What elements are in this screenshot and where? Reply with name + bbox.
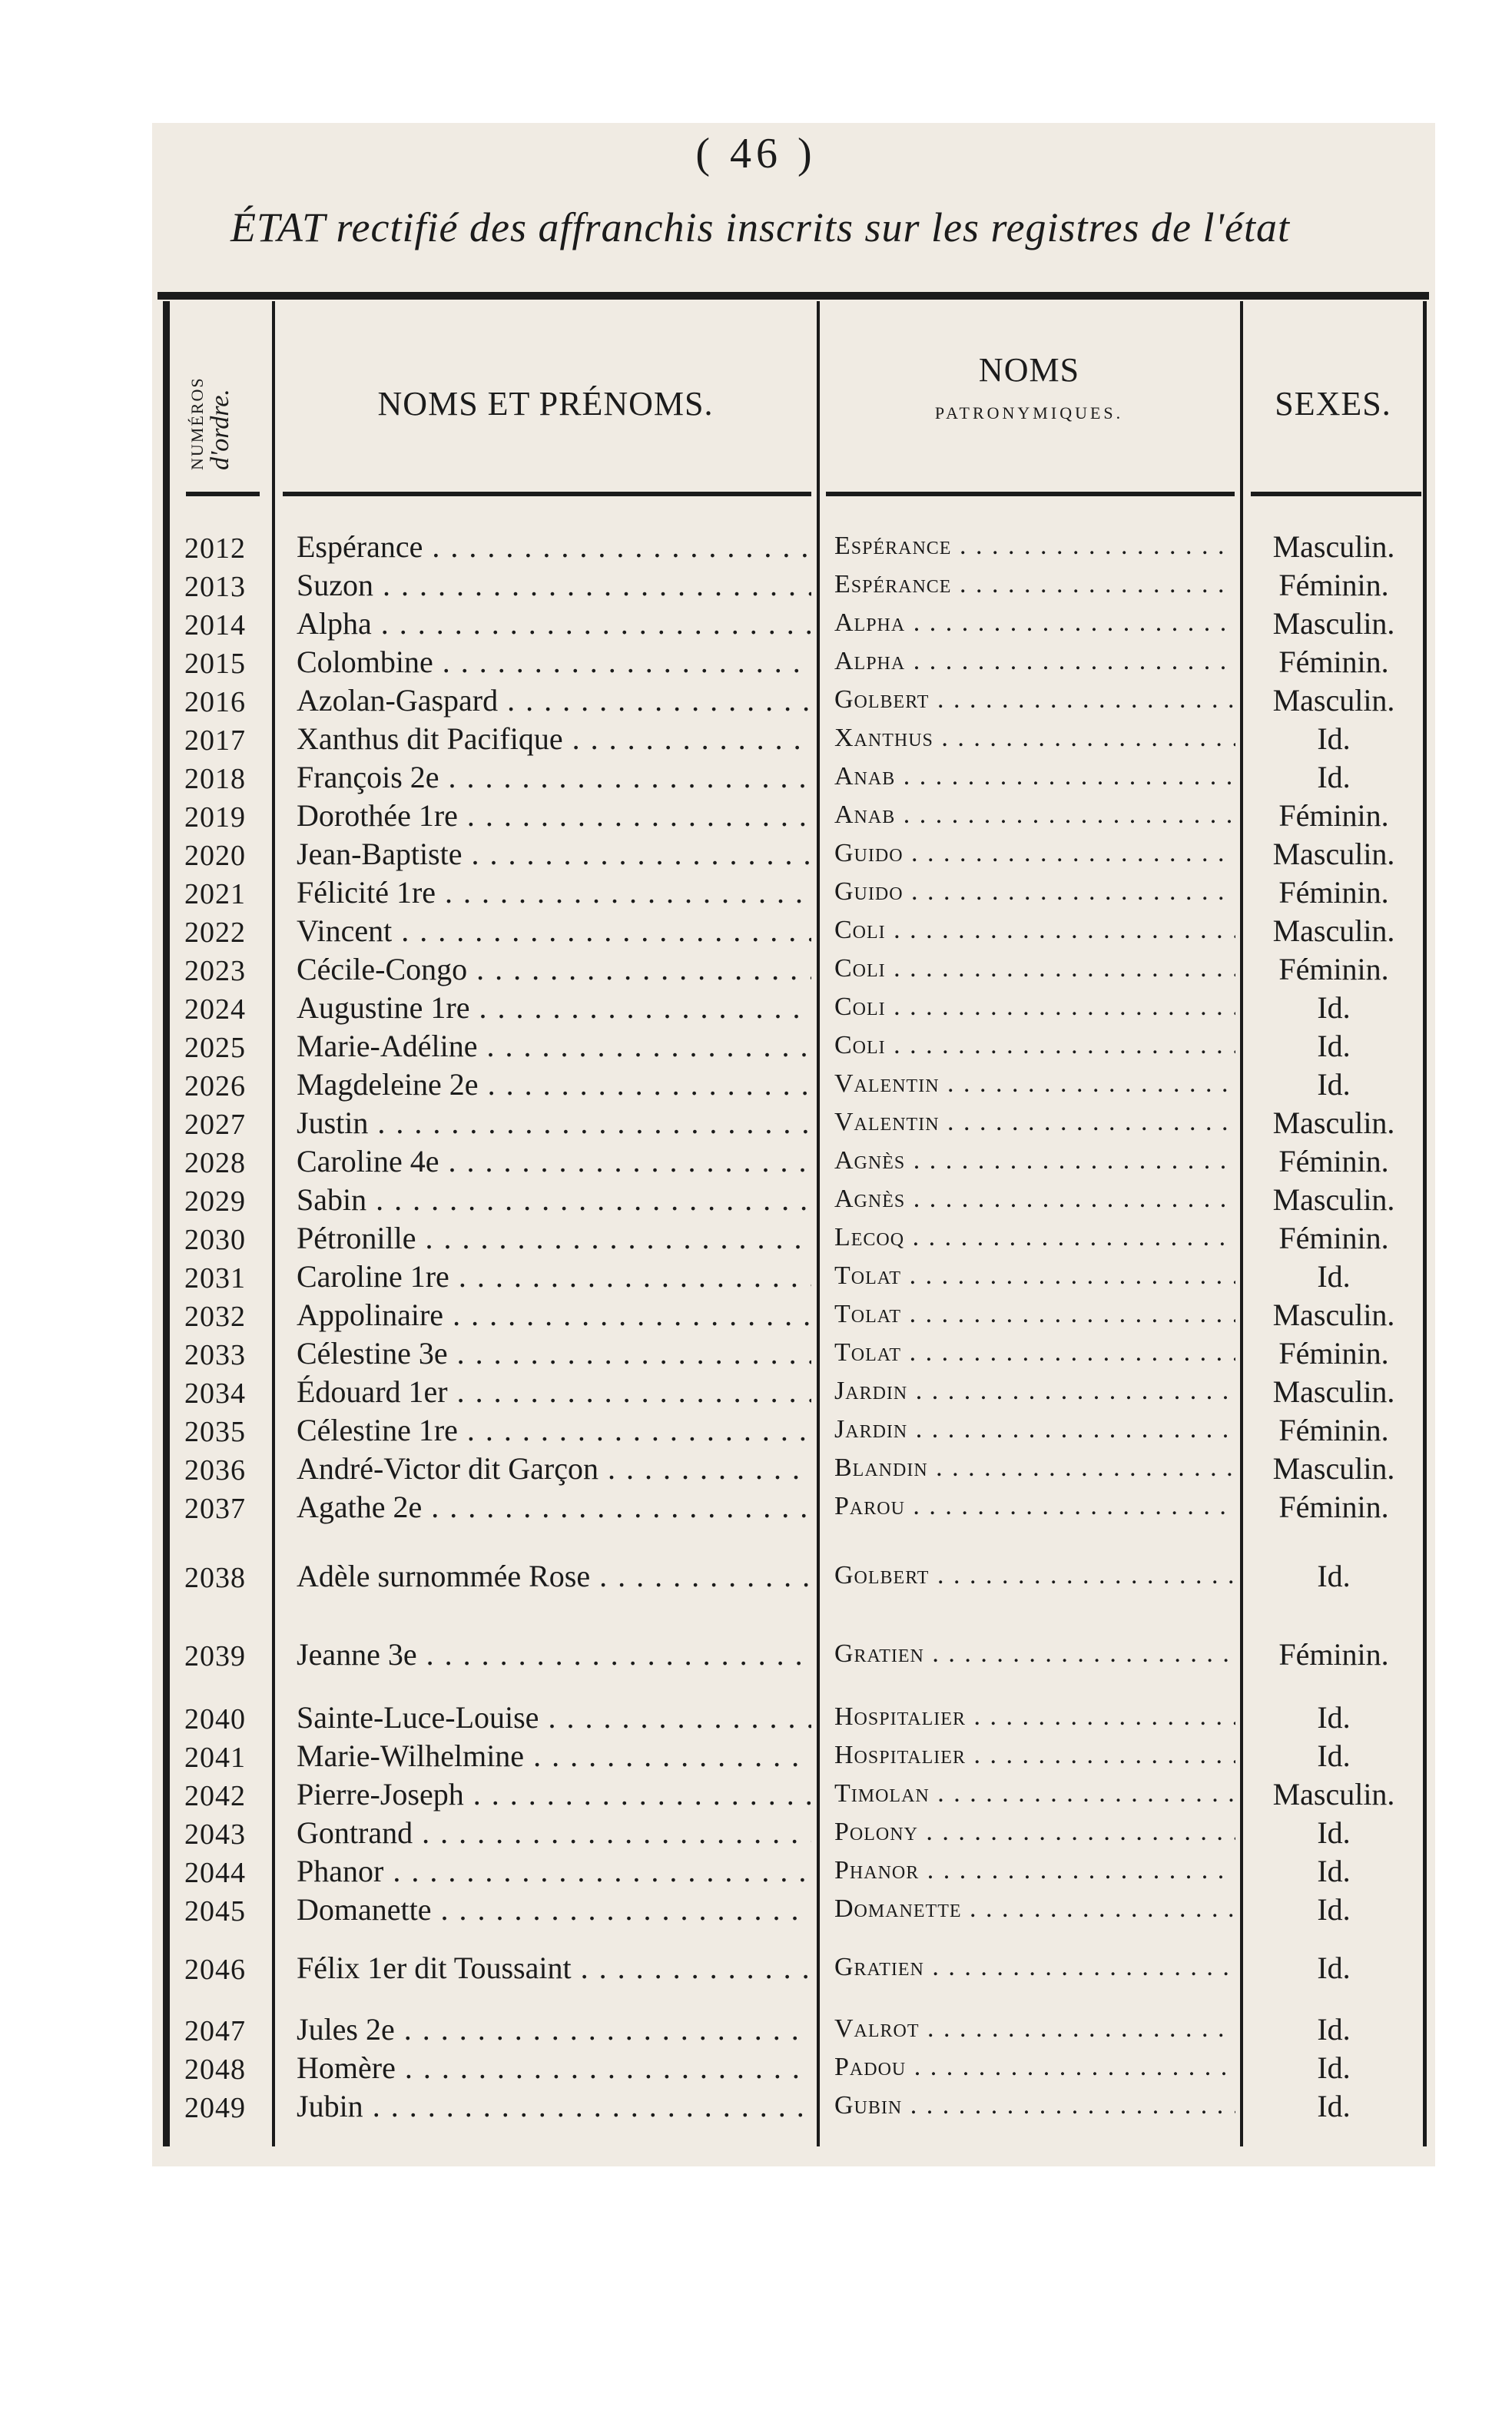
table-row: [0, 951, 1512, 989]
row-sex: Masculin.: [1272, 913, 1395, 948]
row-name: André-Victor dit Garçon . . .: [297, 1450, 811, 1487]
row-number: 2037: [184, 1493, 246, 1525]
table-row: [0, 836, 1512, 874]
row-name: Marie-Adéline . . .: [297, 1028, 811, 1064]
header-rule-sexes: [1251, 492, 1421, 496]
row-sex: Id.: [1317, 1029, 1351, 1063]
header-noms-patronymiques: [820, 350, 1238, 423]
row-sex: Féminin.: [1278, 568, 1389, 602]
row-sex: Masculin.: [1272, 529, 1395, 564]
row-name: Édouard 1er . . .: [297, 1374, 811, 1410]
row-sex: Id.: [1317, 990, 1351, 1025]
page-number: ( 46 ): [695, 130, 817, 177]
table-row: [0, 1220, 1512, 1258]
table-row: [0, 874, 1512, 913]
row-name: François 2e . . .: [297, 759, 811, 795]
row-number: 2040: [184, 1703, 246, 1735]
row-number: 2024: [184, 993, 246, 1026]
row-number: 2046: [184, 1954, 246, 1986]
row-number: 2033: [184, 1339, 246, 1371]
table-row: [0, 1636, 1512, 1675]
row-patronymic: Xanthus . . .: [834, 724, 1235, 753]
table-row: [0, 721, 1512, 759]
row-patronymic: Phanor . . .: [834, 1856, 1235, 1885]
row-number: 2027: [184, 1109, 246, 1141]
row-number: 2016: [184, 686, 246, 718]
row-number: 2048: [184, 2053, 246, 2086]
table-row: [0, 1738, 1512, 1776]
row-patronymic: Espérance . . .: [834, 570, 1235, 599]
row-name: Sabin . . .: [297, 1182, 811, 1218]
row-patronymic: Parou . . .: [834, 1492, 1235, 1521]
table-row: [0, 2050, 1512, 2088]
row-patronymic: Anab . . .: [834, 762, 1235, 791]
row-name: Agathe 2e . . .: [297, 1489, 811, 1525]
row-sex: Masculin.: [1272, 1298, 1395, 1332]
row-patronymic: Tolat . . .: [834, 1338, 1235, 1367]
row-sex: Id.: [1317, 1815, 1351, 1850]
row-name: Domanette . . .: [297, 1891, 811, 1928]
row-number: 2023: [184, 955, 246, 987]
row-name: Magdeleine 2e . . .: [297, 1066, 811, 1102]
table-row: [0, 1258, 1512, 1297]
row-number: 2041: [184, 1742, 246, 1774]
row-sex: Féminin.: [1278, 1221, 1389, 1255]
row-sex: Id.: [1317, 1067, 1351, 1102]
header-rule-patronymiques: [826, 492, 1235, 496]
table-row: [0, 1028, 1512, 1066]
row-patronymic: Lecoq . . .: [834, 1223, 1235, 1252]
row-sex: Féminin.: [1278, 645, 1389, 679]
row-name: Célestine 1re . . .: [297, 1412, 811, 1448]
row-name: Espérance . . .: [297, 529, 811, 565]
table-row: [0, 1489, 1512, 1527]
row-patronymic: Blandin . . .: [834, 1454, 1235, 1483]
row-name: Caroline 4e . . .: [297, 1143, 811, 1179]
row-sex: Masculin.: [1272, 1105, 1395, 1140]
row-number: 2022: [184, 917, 246, 949]
row-number: 2034: [184, 1377, 246, 1410]
row-number: 2042: [184, 1780, 246, 1812]
table-row: [0, 644, 1512, 682]
row-patronymic: Coli . . .: [834, 916, 1235, 945]
row-patronymic: Jardin . . .: [834, 1415, 1235, 1444]
row-name: Jules 2e . . .: [297, 2011, 811, 2047]
row-sex: Féminin.: [1278, 1144, 1389, 1178]
row-sex: Masculin.: [1272, 1374, 1395, 1409]
row-patronymic: Alpha . . .: [834, 647, 1235, 676]
row-number: 2031: [184, 1262, 246, 1294]
header-patronymiques-label: PATRONYMIQUES.: [934, 403, 1124, 423]
row-name: Marie-Wilhelmine . . .: [297, 1738, 811, 1774]
header-ordre-label: d'ordre.: [206, 389, 234, 470]
row-sex: Féminin.: [1278, 875, 1389, 910]
table-row: [0, 1143, 1512, 1182]
row-sex: Id.: [1317, 721, 1351, 756]
row-number: 2012: [184, 532, 246, 565]
row-name: Colombine . . .: [297, 644, 811, 680]
row-name: Pierre-Joseph . . .: [297, 1776, 811, 1812]
row-name: Suzon . . .: [297, 567, 811, 603]
row-name: Augustine 1re . . .: [297, 989, 811, 1026]
row-patronymic: Timolan . . .: [834, 1779, 1235, 1808]
row-sex: Féminin.: [1278, 798, 1389, 833]
row-sex: Masculin.: [1272, 1451, 1395, 1486]
row-name: Gontrand . . .: [297, 1815, 811, 1851]
row-number: 2014: [184, 609, 246, 641]
row-patronymic: Agnès . . .: [834, 1185, 1235, 1214]
row-sex: Id.: [1317, 1854, 1351, 1888]
table-row: [0, 759, 1512, 797]
row-name: Félicité 1re . . .: [297, 874, 811, 910]
table-row: [0, 1699, 1512, 1738]
row-number: 2047: [184, 2015, 246, 2047]
table-row: [0, 1815, 1512, 1853]
table-row: [0, 797, 1512, 836]
table-row: [0, 1182, 1512, 1220]
row-patronymic: Tolat . . .: [834, 1261, 1235, 1291]
row-name: Célestine 3e . . .: [297, 1335, 811, 1371]
row-number: 2036: [184, 1454, 246, 1487]
row-number: 2035: [184, 1416, 246, 1448]
table-row: [0, 1776, 1512, 1815]
row-sex: Féminin.: [1278, 1637, 1389, 1672]
row-patronymic: Guido . . .: [834, 839, 1235, 868]
table-row: [0, 2088, 1512, 2126]
table-row: [0, 529, 1512, 567]
row-name: Xanthus dit Pacifique . . .: [297, 721, 811, 757]
row-number: 2018: [184, 763, 246, 795]
table-row: [0, 1335, 1512, 1374]
table-row: [0, 1853, 1512, 1891]
row-patronymic: Valentin . . .: [834, 1069, 1235, 1099]
table-row: [0, 1450, 1512, 1489]
header-rule-numeros: [186, 492, 260, 496]
row-name: Phanor . . .: [297, 1853, 811, 1889]
row-sex: Masculin.: [1272, 837, 1395, 871]
table-row: [0, 1891, 1512, 1930]
row-patronymic: Coli . . .: [834, 954, 1235, 983]
row-number: 2049: [184, 2092, 246, 2124]
row-patronymic: Polony . . .: [834, 1818, 1235, 1847]
row-patronymic: Hospitalier . . .: [834, 1702, 1235, 1732]
header-numeros-label: NUMÉROS: [187, 376, 207, 470]
row-number: 2028: [184, 1147, 246, 1179]
row-name: Jubin . . .: [297, 2088, 811, 2124]
row-patronymic: Gratien . . .: [834, 1639, 1235, 1669]
row-patronymic: Domanette . . .: [834, 1894, 1235, 1924]
row-sex: Id.: [1317, 760, 1351, 794]
row-number: 2021: [184, 878, 246, 910]
row-patronymic: Valrot . . .: [834, 2014, 1235, 2044]
table-row: [0, 913, 1512, 951]
row-patronymic: Golbert . . .: [834, 685, 1235, 714]
row-name: Vincent . . .: [297, 913, 811, 949]
row-number: 2043: [184, 1818, 246, 1851]
row-name: Pétronille . . .: [297, 1220, 811, 1256]
row-name: Appolinaire . . .: [297, 1297, 811, 1333]
row-sex: Id.: [1317, 2012, 1351, 2047]
row-sex: Masculin.: [1272, 1777, 1395, 1811]
row-patronymic: Alpha . . .: [834, 608, 1235, 638]
table-row: [0, 1412, 1512, 1450]
row-sex: Id.: [1317, 1739, 1351, 1773]
row-number: 2029: [184, 1185, 246, 1218]
row-number: 2044: [184, 1857, 246, 1889]
row-number: 2020: [184, 840, 246, 872]
row-patronymic: Jardin . . .: [834, 1377, 1235, 1406]
row-patronymic: Padou . . .: [834, 2053, 1235, 2082]
row-number: 2015: [184, 648, 246, 680]
row-number: 2030: [184, 1224, 246, 1256]
row-sex: Id.: [1317, 1259, 1351, 1294]
header-sexes: SEXES.: [1275, 385, 1391, 423]
row-patronymic: Agnès . . .: [834, 1146, 1235, 1175]
row-number: 2025: [184, 1032, 246, 1064]
row-patronymic: Gubin . . .: [834, 2091, 1235, 2120]
row-patronymic: Golbert . . .: [834, 1561, 1235, 1590]
table-row: [0, 567, 1512, 605]
table-row: [0, 1297, 1512, 1335]
row-sex: Féminin.: [1278, 952, 1389, 986]
row-name: Félix 1er dit Toussaint . . .: [297, 1950, 811, 1986]
row-number: 2039: [184, 1640, 246, 1672]
row-sex: Masculin.: [1272, 1182, 1395, 1217]
row-sex: Masculin.: [1272, 606, 1395, 641]
row-number: 2026: [184, 1070, 246, 1102]
table-row: [0, 682, 1512, 721]
table-row: [0, 989, 1512, 1028]
row-name: Homère . . .: [297, 2050, 811, 2086]
row-patronymic: Tolat . . .: [834, 1300, 1235, 1329]
row-sex: Masculin.: [1272, 683, 1395, 718]
row-number: 2038: [184, 1562, 246, 1594]
row-patronymic: Anab . . .: [834, 801, 1235, 830]
table-row: [0, 1558, 1512, 1596]
row-sex: Id.: [1317, 2050, 1351, 2085]
row-patronymic: Espérance . . .: [834, 532, 1235, 561]
row-patronymic: Coli . . .: [834, 1031, 1235, 1060]
row-name: Cécile-Congo . . .: [297, 951, 811, 987]
row-name: Azolan-Gaspard . . .: [297, 682, 811, 718]
header-rule-noms: [283, 492, 811, 496]
row-number: 2032: [184, 1301, 246, 1333]
row-name: Jean-Baptiste . . .: [297, 836, 811, 872]
row-name: Justin . . .: [297, 1105, 811, 1141]
table-top-rule: [158, 292, 1429, 300]
row-number: 2045: [184, 1895, 246, 1928]
row-number: 2013: [184, 571, 246, 603]
row-sex: Id.: [1317, 1559, 1351, 1593]
header-noms-label: NOMS: [978, 351, 1080, 389]
table-row: [0, 1950, 1512, 1988]
row-sex: Féminin.: [1278, 1336, 1389, 1371]
row-patronymic: Hospitalier . . .: [834, 1741, 1235, 1770]
row-sex: Id.: [1317, 2089, 1351, 2123]
row-sex: Féminin.: [1278, 1490, 1389, 1524]
row-patronymic: Guido . . .: [834, 877, 1235, 907]
table-row: [0, 1374, 1512, 1412]
row-name: Alpha . . .: [297, 605, 811, 641]
table-row: [0, 1105, 1512, 1143]
header-noms-prenoms: NOMS ET PRÉNOMS.: [377, 385, 714, 423]
row-number: 2017: [184, 724, 246, 757]
row-patronymic: Valentin . . .: [834, 1108, 1235, 1137]
table-row: [0, 2011, 1512, 2050]
row-name: Jeanne 3e . . .: [297, 1636, 811, 1672]
row-patronymic: Coli . . .: [834, 993, 1235, 1022]
row-sex: Féminin.: [1278, 1413, 1389, 1447]
table-row: [0, 605, 1512, 644]
row-sex: Id.: [1317, 1892, 1351, 1927]
row-name: Adèle surnommée Rose . . .: [297, 1558, 811, 1594]
row-name: Caroline 1re . . .: [297, 1258, 811, 1294]
row-name: Sainte-Luce-Louise . . .: [297, 1699, 811, 1735]
table-row: [0, 1066, 1512, 1105]
row-patronymic: Gratien . . .: [834, 1953, 1235, 1982]
row-sex: Id.: [1317, 1951, 1351, 1985]
row-number: 2019: [184, 801, 246, 834]
row-name: Dorothée 1re . . .: [297, 797, 811, 834]
page-title: ÉTAT rectifié des affranchis inscrits sur les registres de l'état: [230, 204, 1290, 250]
row-sex: Id.: [1317, 1700, 1351, 1735]
